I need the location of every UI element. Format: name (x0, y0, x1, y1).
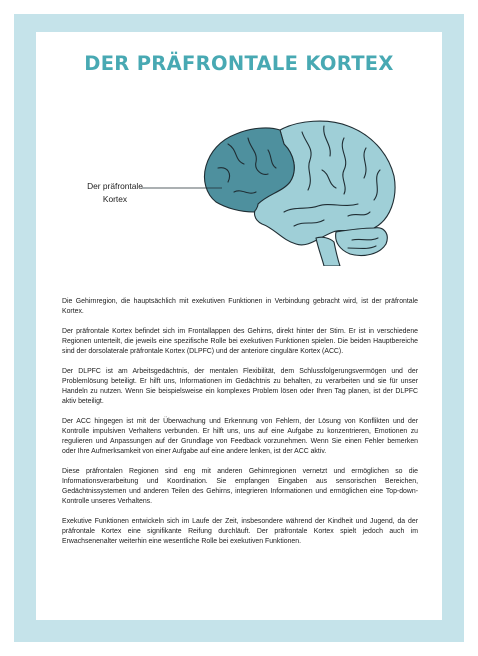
paragraph-network: Diese präfrontalen Regionen sind eng mit anderen Gehirnregionen vernetzt und ermöglichen so die Informationsverarbeitung und Koordination. Sie empfangen Eingaben aus sensorischen Bereichen, Gedächtnissystemen und anderen Teilen des Gehirns, integrieren Informationen und ermöglichen eine Top-down-Kontrolle unseres Verhaltens. (62, 468, 418, 505)
paragraph-acc: Der ACC hingegen ist mit der Überwachung und Erkennung von Fehlern, der Lösung von Konflikten und der Kontrolle impulsiven Verhaltens verbunden. Er hilft uns, uns auf eine Aufgabe zu konzentrieren, Emotionen zu regulieren und Anpassungen auf der Grundlage von Feedback vorzunehmen. Wenn Sie einen Fehler bemerken oder Ihre Aufmerksamkeit von einer Aufgabe auf eine andere lenken, ist der ACC aktiv. (62, 418, 418, 455)
paragraph-dlpfc: Der DLPFC ist am Arbeitsgedächtnis, der mentalen Flexibilität, dem Schlussfolgerungsvermögen und der Problemlösung beteiligt. Er hilft uns, Informationen im Gedächtnis zu behalten, zu verarbeiten und sie für unser Handeln zu nutzen. Wenn Sie beispielsweise ein komplexes Problem lösen oder Ihren Tag planen, ist der DLPFC aktiv beteiligt. (62, 368, 418, 405)
paragraph-intro: Die Gehirnregion, die hauptsächlich mit exekutiven Funktionen in Verbindung gebracht wird, ist der präfrontale Kortex. (62, 298, 418, 315)
page-title: DER PRÄFRONTALE KORTEX (84, 52, 394, 75)
paragraph-location: Der präfrontale Kortex befindet sich im Frontallappen des Gehirns, direkt hinter der Stirn. Er ist in verschiedene Regionen unterteilt, die jeweils eine spezifische Rolle bei exekutiven Funktionen spielen. Die beiden Hauptbereiche sind der dorsolaterale präfrontale Kortex (DLPFC) und der anteriore cinguläre Kortex (ACC). (62, 328, 418, 355)
paragraph-development: Exekutive Funktionen entwickeln sich im Laufe der Zeit, insbesondere während der Kindheit und Jugend, da der präfrontale Kortex eine signifikante Reifung durchläuft. Der präfrontale Kortex spielt jedoch auch im Erwachsenenalter weiterhin eine wesentliche Rolle bei exekutiven Funktionen. (62, 518, 418, 545)
callout-line-2: Kortex (102, 194, 128, 204)
cerebellum-region (336, 228, 388, 256)
article-body (62, 297, 418, 557)
callout-pointer-line (142, 183, 222, 193)
brain-illustration (198, 108, 398, 266)
callout-line-1: Der präfrontale (87, 181, 143, 191)
